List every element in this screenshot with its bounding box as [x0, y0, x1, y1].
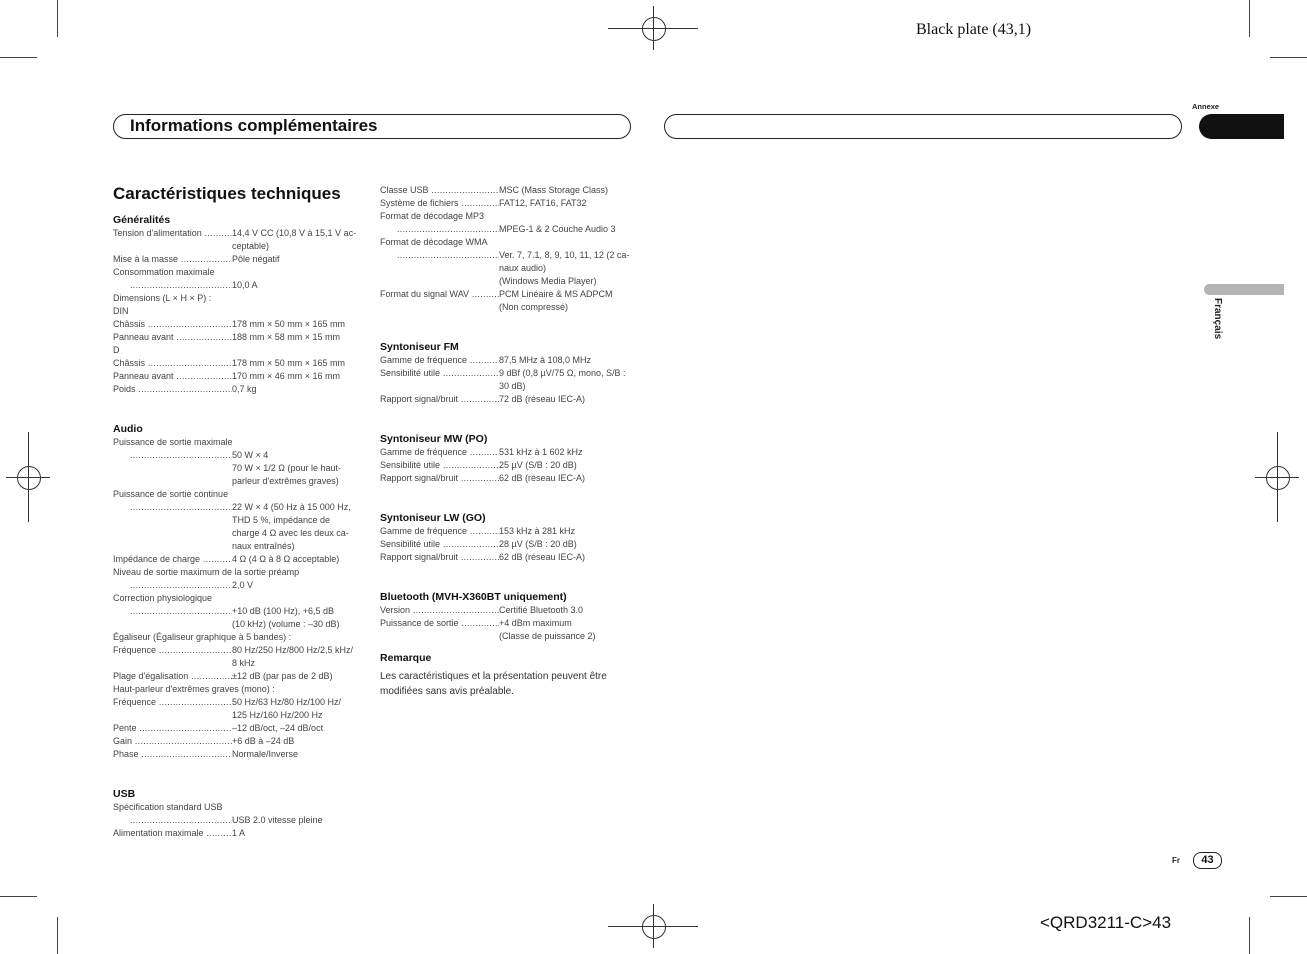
spec-label: Correction physiologique [113, 593, 213, 603]
spec-row: Puissance de sortie ..... +4 dBm maximum [380, 617, 632, 630]
crop-mark [1270, 896, 1307, 897]
language-code: Fr [1172, 856, 1180, 865]
spec-row: Châssis ..... 178 mm × 50 mm × 165 mm [113, 318, 358, 331]
section-header-title: Informations complémentaires [130, 116, 378, 135]
spec-row: Gamme de fréquence ..... 153 kHz à 281 kHz [380, 525, 632, 538]
spec-row: Système de fichiers ..... FAT12, FAT16, FAT32 [380, 197, 632, 210]
page-number: 43 [1193, 852, 1222, 869]
crop-mark [1249, 0, 1250, 37]
spec-row: Sensibilité utile ..... 25 µV (S/B : 20 dB) [380, 459, 632, 472]
spec-row: Gain ..... +6 dB à –24 dB [113, 735, 358, 748]
page-title: Caractéristiques techniques [113, 184, 341, 203]
spec-row: 30 dB) [499, 381, 526, 391]
spec-row: Sensibilité utile ..... 28 µV (S/B : 20 dB) [380, 538, 632, 551]
spec-row: ..... 2,0 V [113, 579, 358, 592]
header-box-empty [664, 114, 1182, 139]
spec-row: (Classe de puissance 2) [499, 631, 596, 641]
spec-label: Consommation maximale [113, 267, 215, 277]
spec-row: Tension d'alimentation ..... 14,4 V CC (10,8 V à 15,1 V ac- [113, 227, 358, 240]
spec-row: Rapport signal/bruit ..... 72 dB (réseau IEC-A) [380, 393, 632, 406]
section-header-box [113, 114, 631, 139]
spec-row: 70 W × 1/2 Ω (pour le haut- [232, 463, 342, 473]
spec-row: Plage d'égalisation ..... ±12 dB (par pas de 2 dB) [113, 670, 358, 683]
section-heading: Audio [113, 423, 143, 435]
spec-row: Impédance de charge ..... 4 Ω (4 Ω à 8 Ω acceptable) [113, 553, 358, 566]
spec-label: Puissance de sortie maximale [113, 437, 233, 447]
spec-row: Sensibilité utile ..... 9 dBf (0,8 µV/75 Ω, mono, S/B : [380, 367, 632, 380]
remark-text: Les caractéristiques et la présentation peuvent être modifiées sans avis préalable. [380, 671, 607, 697]
spec-row: Classe USB ..... MSC (Mass Storage Class) [380, 184, 632, 197]
spec-row: naux audio) [499, 263, 547, 273]
spec-row: Format du signal WAV ..... PCM Linéaire & MS ADPCM [380, 288, 632, 301]
language-tab-label: Français [1212, 298, 1223, 340]
section-heading: USB [113, 788, 136, 800]
spec-row: ..... 50 W × 4 [113, 449, 358, 462]
crop-mark [0, 57, 37, 58]
crop-mark [57, 0, 58, 37]
spec-label: D [113, 345, 120, 355]
spec-row: ..... 10,0 A [113, 279, 358, 292]
spec-row: Panneau avant ..... 188 mm × 58 mm × 15 mm [113, 331, 358, 344]
section-heading: Bluetooth (MVH-X360BT uniquement) [380, 591, 567, 603]
specs-column-left [113, 213, 358, 840]
spec-row: ..... MPEG-1 & 2 Couche Audio 3 [380, 223, 632, 236]
spec-row: Phase ..... Normale/Inverse [113, 748, 358, 761]
spec-row: Pente ..... –12 dB/oct, –24 dB/oct [113, 722, 358, 735]
chapter-tab [1199, 114, 1284, 139]
spec-row: 8 kHz [232, 658, 256, 668]
document-code: <QRD3211-C>43 [1040, 913, 1172, 932]
spec-row: Gamme de fréquence ..... 531 kHz à 1 602 kHz [380, 446, 632, 459]
spec-row: (10 kHz) (volume : –30 dB) [232, 619, 340, 629]
section-heading: Syntoniseur FM [380, 341, 459, 353]
section-heading: Généralités [113, 214, 171, 226]
spec-row: parleur d'extrêmes graves) [232, 476, 339, 486]
spec-row: THD 5 %, impédance de [232, 515, 331, 525]
specs-column-right [380, 184, 632, 699]
spec-row: Fréquence ..... 50 Hz/63 Hz/80 Hz/100 Hz/ [113, 696, 358, 709]
section-heading: Syntoniseur MW (PO) [380, 433, 488, 445]
spec-row: 125 Hz/160 Hz/200 Hz [232, 710, 323, 720]
spec-label: Dimensions (L × H × P) : [113, 293, 212, 303]
crop-mark [1249, 917, 1250, 954]
spec-row: Châssis ..... 178 mm × 50 mm × 165 mm [113, 357, 358, 370]
spec-label: DIN [113, 306, 129, 316]
spec-row: Gamme de fréquence ..... 87,5 MHz à 108,0 MHz [380, 354, 632, 367]
spec-label: Format de décodage WMA [380, 237, 488, 247]
spec-row: Mise à la masse ..... Pôle négatif [113, 253, 358, 266]
spec-row: charge 4 Ω avec les deux ca- [232, 528, 349, 538]
spec-row: Fréquence ..... 80 Hz/250 Hz/800 Hz/2,5 kHz/ [113, 644, 358, 657]
spec-row: ..... Ver. 7, 7.1, 8, 9, 10, 11, 12 (2 ca- [380, 249, 632, 262]
spec-row: Poids ..... 0,7 kg [113, 383, 358, 396]
spec-row: (Non compressé) [499, 302, 569, 312]
section-heading: Remarque [380, 652, 432, 664]
section-heading: Syntoniseur LW (GO) [380, 512, 486, 524]
crop-mark [0, 896, 37, 897]
spec-label: Format de décodage MP3 [380, 211, 485, 221]
spec-label: Spécification standard USB [113, 802, 223, 812]
spec-row: Version ..... Certifié Bluetooth 3.0 [380, 604, 632, 617]
crop-mark [1270, 57, 1307, 58]
spec-label: Puissance de sortie continue [113, 489, 229, 499]
spec-row: (Windows Media Player) [499, 276, 597, 286]
spec-label: Égaliseur (Égaliseur graphique à 5 bandes) : [113, 632, 292, 642]
spec-row: Panneau avant ..... 170 mm × 46 mm × 16 mm [113, 370, 358, 383]
spec-label: Niveau de sortie maximum de la sortie préamp [113, 567, 300, 577]
spec-row: ..... 22 W × 4 (50 Hz à 15 000 Hz, [113, 501, 358, 514]
spec-row: ..... +10 dB (100 Hz), +6,5 dB [113, 605, 358, 618]
spec-label: Haut-parleur d'extrêmes graves (mono) : [113, 684, 275, 694]
language-tab-marker [1204, 284, 1284, 295]
spec-row: Alimentation maximale ..... 1 A [113, 827, 358, 840]
plate-label: Black plate (43,1) [916, 21, 1032, 38]
spec-row: Rapport signal/bruit ..... 62 dB (réseau IEC-A) [380, 472, 632, 485]
spec-row: Rapport signal/bruit ..... 62 dB (réseau IEC-A) [380, 551, 632, 564]
spec-row: ..... USB 2.0 vitesse pleine [113, 814, 358, 827]
spec-row: ceptable) [232, 241, 270, 251]
annexe-label: Annexe [1192, 102, 1220, 111]
spec-row: naux entraînés) [232, 541, 295, 551]
crop-mark [57, 917, 58, 954]
